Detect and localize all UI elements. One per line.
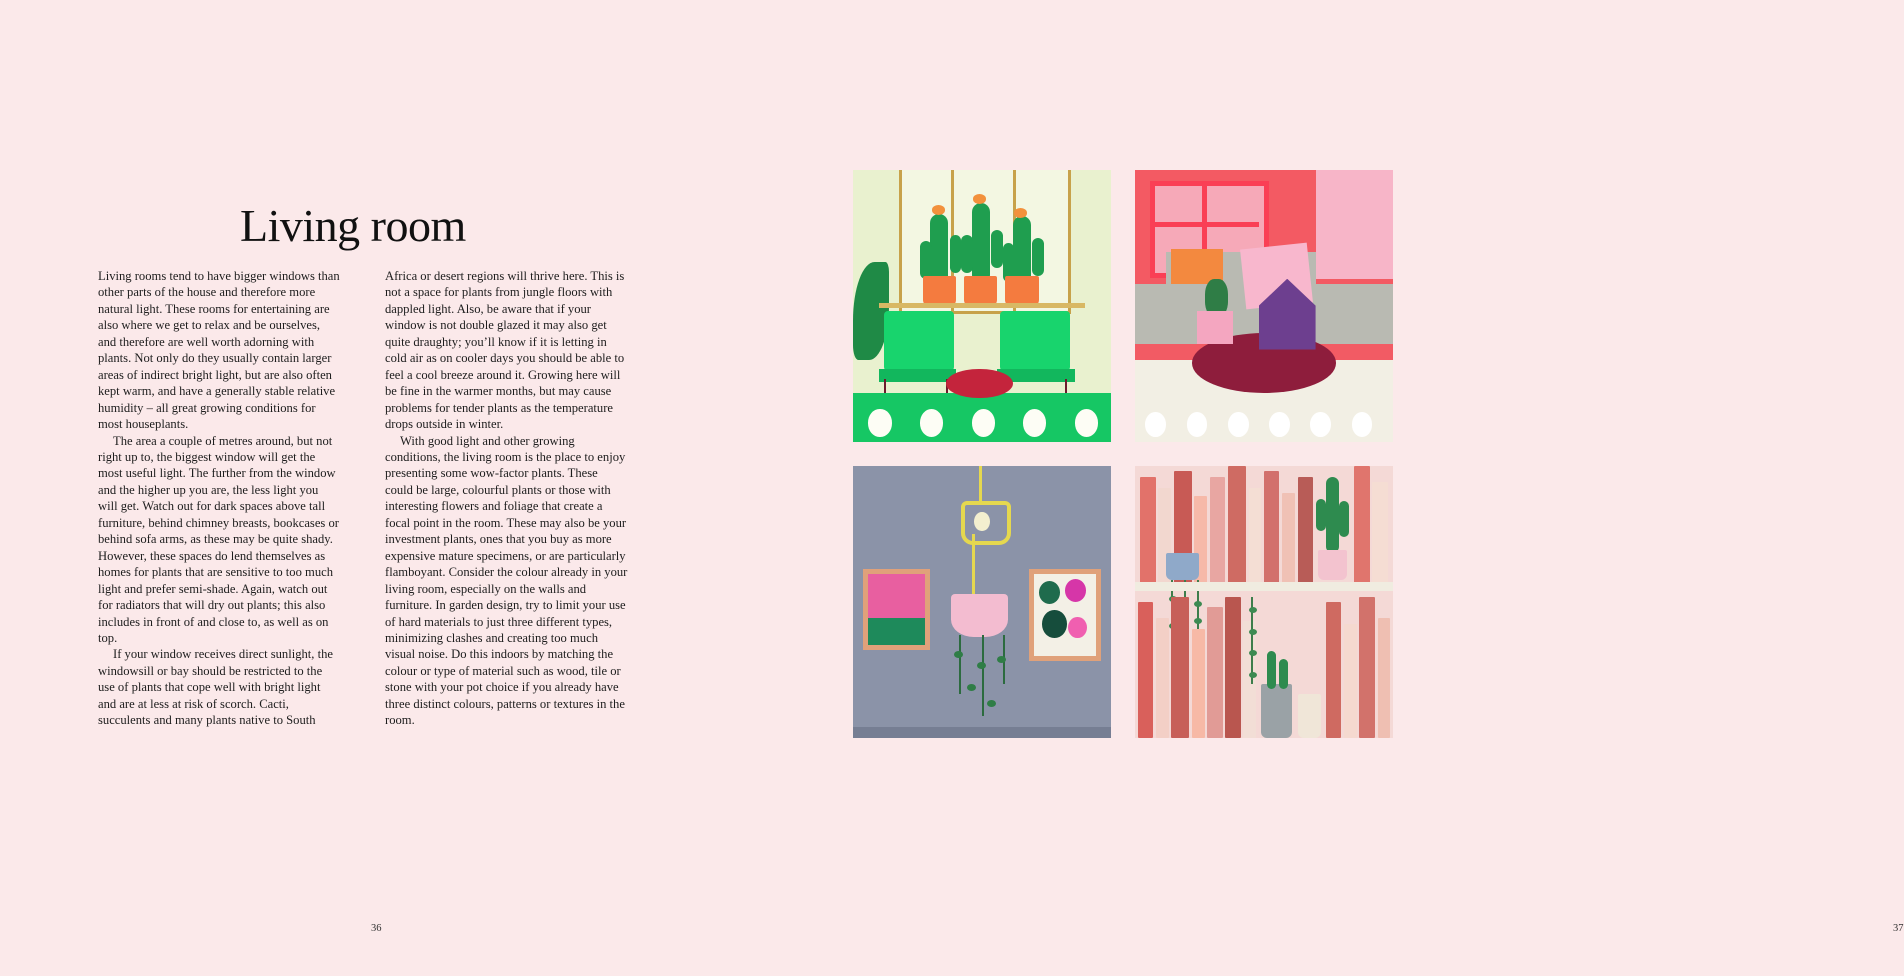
right-page: [750, 0, 1904, 976]
text-column-1: [98, 268, 341, 729]
body-text: [98, 268, 656, 729]
artwork-bookshelf: [1135, 466, 1393, 738]
page-number-left: 36: [371, 923, 382, 934]
paragraph: The area a couple of metres around, but not right up to, the biggest window will get the most useful light. The further from the window and the higher up you are, the less light you will get. Watch out for dark spaces above tall furniture, behind chimney breasts, bookcases or behind sofa arms, as these may be quite shady. However, these spaces do lend themselves as homes for plants that are sensitive to too much light and prefer semi-shade. Again, watch out for radiators that will dry out plants; this also includes in front of and close to, as well as on top.: [98, 433, 339, 645]
artwork-grid: [853, 170, 1393, 744]
left-page: [0, 0, 750, 976]
artwork-pink-terrarium: [1135, 170, 1393, 442]
text-column-2: [385, 268, 628, 729]
page-number-right: 37: [1893, 923, 1904, 934]
paragraph: Africa or desert regions will thrive here. This is not a space for plants from jungle floors with dappled light. Also, be aware that if your window is not double glazed it may also get quite draughty; you’ll know if it is letting in cold air as on cooler days you should be able to feel a cool breeze around it. Growing here will be fine in the warmer months, but may cause problems for tender plants as the temperature drops outside in winter.: [385, 269, 625, 432]
artwork-hanging-plant: [853, 466, 1111, 738]
paragraph: If your window receives direct sunlight, the windowsill or bay should be restricted to the use of plants that cope well with bright light and are at less at risk of scorch. Cacti, succulents and many plants native to South: [98, 647, 333, 728]
paragraph: With good light and other growing conditions, the living room is the place to enjoy presenting some wow-factor plants. These could be large, colourful plants or those with interesting flowers and foliage that create a focal point in the room. These may also be your investment plants, ones that you buy as more expensive mature specimens, or are particularly flamboyant. Consider the colour already in your living room, especially on the walls and furniture. In garden design, try to limit your use of hard materials to just three different types, minimizing clashes and creating too much visual noise. Do this indoors by matching the colour or type of material such as wood, tile or stone with your pot choice if you already have three distinct colours, patterns or textures in the room.: [385, 433, 628, 728]
paragraph: Living rooms tend to have bigger windows than other parts of the house and therefore more natural light. These rooms for entertaining are also where we get to relax and be ourselves, and therefore are well worth adorning with plants. Not only do they usually contain larger areas of indirect bright light, but are also often kept warm, and have a generally stable relative humidity – all great growing conditions for most houseplants.: [98, 269, 340, 432]
artwork-cacti-chairs: [853, 170, 1111, 442]
page-title: Living room: [240, 199, 466, 251]
